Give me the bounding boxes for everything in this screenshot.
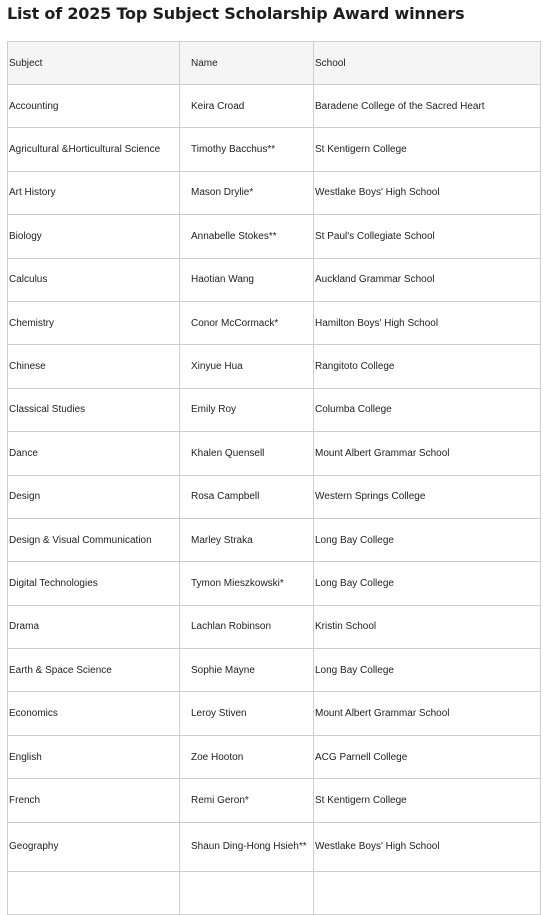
column-header-school: School	[314, 42, 541, 85]
table-row	[8, 258, 541, 301]
table-row	[8, 822, 541, 871]
table-cell-name: Mason Drylie*	[180, 171, 314, 214]
column-header-name: Name	[180, 42, 314, 85]
table-cell-school: Long Bay College	[314, 518, 541, 561]
table-cell-name: Annabelle Stokes**	[180, 215, 314, 258]
table-row	[8, 432, 541, 475]
table-row	[8, 518, 541, 561]
table-cell-subject: Classical Studies	[8, 388, 180, 431]
table-cell-name: Xinyue Hua	[180, 345, 314, 388]
table-cell-school: St Paul's Collegiate School	[314, 215, 541, 258]
table-row	[8, 388, 541, 431]
table-row	[8, 85, 541, 128]
table-cell-name: Rosa Campbell	[180, 475, 314, 518]
table-cell-name: Tymon Mieszkowski*	[180, 562, 314, 605]
page-title: List of 2025 Top Subject Scholarship Award winners	[7, 4, 465, 23]
table-cell-school: St Kentigern College	[314, 128, 541, 171]
table-cell-subject: Agricultural &Horticultural Science	[8, 128, 180, 171]
table-cell-name: Emily Roy	[180, 388, 314, 431]
table-row	[8, 605, 541, 648]
table-cell-subject: Digital Technologies	[8, 562, 180, 605]
table-cell-name: Khalen Quensell	[180, 432, 314, 475]
table-cell-school: Auckland Grammar School	[314, 258, 541, 301]
table-cell-school: Rangitoto College	[314, 345, 541, 388]
table-cell-school: Western Springs College	[314, 475, 541, 518]
table-cell-school: St Kentigern College	[314, 779, 541, 822]
table-cell-name: Timothy Bacchus**	[180, 128, 314, 171]
table-cell-school: Westlake Boys' High School	[314, 822, 541, 871]
table-cell-school	[314, 871, 541, 914]
scholarship-table	[7, 41, 541, 915]
table-cell-school: Columba College	[314, 388, 541, 431]
table-cell-subject: Accounting	[8, 85, 180, 128]
table-cell-name: Shaun Ding-Hong Hsieh**	[180, 822, 314, 871]
table-cell-school: Westlake Boys' High School	[314, 171, 541, 214]
table-cell-school: ACG Parnell College	[314, 735, 541, 778]
table-cell-name: Remi Geron*	[180, 779, 314, 822]
table-cell-subject: Geography	[8, 822, 180, 871]
table-cell-subject: Biology	[8, 215, 180, 258]
table-cell-name: Lachlan Robinson	[180, 605, 314, 648]
table-cell-school: Long Bay College	[314, 649, 541, 692]
table-cell-subject: Dance	[8, 432, 180, 475]
table-cell-subject	[8, 871, 180, 914]
table-cell-subject: English	[8, 735, 180, 778]
table-row	[8, 649, 541, 692]
table-cell-school: Kristin School	[314, 605, 541, 648]
table-cell-name: Marley Straka	[180, 518, 314, 561]
table-cell-school: Mount Albert Grammar School	[314, 692, 541, 735]
table-row	[8, 562, 541, 605]
table-cell-name: Sophie Mayne	[180, 649, 314, 692]
table-row	[8, 692, 541, 735]
table-row	[8, 128, 541, 171]
table-cell-subject: French	[8, 779, 180, 822]
table-cell-name: Zoe Hooton	[180, 735, 314, 778]
table-cell-subject: Design	[8, 475, 180, 518]
table-row	[8, 301, 541, 344]
table-cell-school: Baradene College of the Sacred Heart	[314, 85, 541, 128]
table-cell-subject: Chinese	[8, 345, 180, 388]
table-cell-school: Mount Albert Grammar School	[314, 432, 541, 475]
table-cell-subject: Economics	[8, 692, 180, 735]
table-body	[8, 85, 541, 915]
table-cell-subject: Art History	[8, 171, 180, 214]
table-cell-name: Leroy Stiven	[180, 692, 314, 735]
column-header-subject: Subject	[8, 42, 180, 85]
table-cell-name: Haotian Wang	[180, 258, 314, 301]
table-cell-subject: Design & Visual Communication	[8, 518, 180, 561]
table-row	[8, 475, 541, 518]
table-cell-subject: Calculus	[8, 258, 180, 301]
table-cell-subject: Chemistry	[8, 301, 180, 344]
table-row	[8, 779, 541, 822]
table-header	[8, 42, 541, 85]
table-cell-subject: Drama	[8, 605, 180, 648]
table-row	[8, 171, 541, 214]
table-row	[8, 735, 541, 778]
table-header-row	[8, 42, 541, 85]
table-cell-subject: Earth & Space Science	[8, 649, 180, 692]
table-cell-school: Hamilton Boys' High School	[314, 301, 541, 344]
table-cell-name: Keira Croad	[180, 85, 314, 128]
scholarship-table-container	[7, 41, 541, 915]
table-row	[8, 345, 541, 388]
table-cell-name: Conor McCormack*	[180, 301, 314, 344]
table-row	[8, 871, 541, 914]
table-cell-name	[180, 871, 314, 914]
table-row	[8, 215, 541, 258]
table-cell-school: Long Bay College	[314, 562, 541, 605]
